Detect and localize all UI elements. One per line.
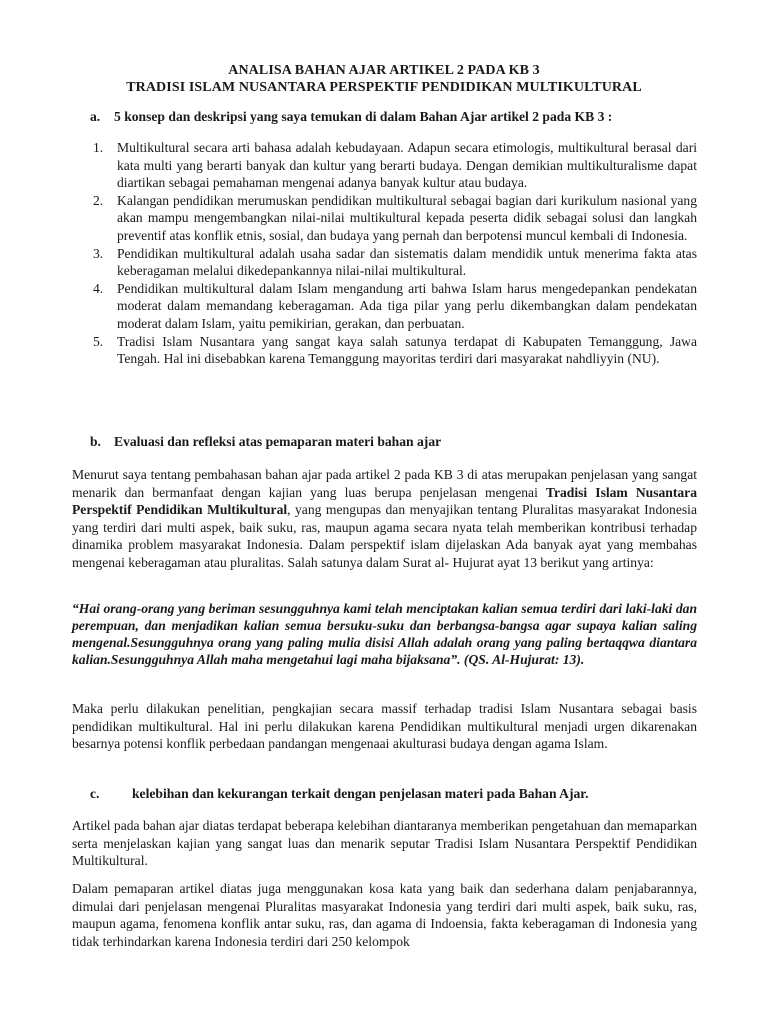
list-item-text: Pendidikan multikultural adalah usaha sadar dan sistematis dalam mendidik untuk menerima fakta atas keberagaman melalui dikedepankannya nilai-nilai multikultural. [117,245,697,279]
list-item-text: Tradisi Islam Nusantara yang sangat kaya salah satunya terdapat di Kabupaten Temanggung, Jawa Tengah. Hal ini disebabkan karena Temanggung mayoritas terdiri dari masyarakat nahdliyyin (NU). [117,333,697,367]
section-b-heading [90,433,441,451]
list-item-text: Multikultural secara arti bahasa adalah kebudayaan. Adapun secara etimologis, multikultural berasal dari kata multi yang berarti banyak dan kultur yang berarti budaya. Dengan demikian multikulturalisme dapat diartikan sebagai pemahaman mengenai adanya banyak kultur atau budaya. [117,140,697,191]
quran-quote: “Hai orang-orang yang beriman sesungguhnya kami telah menciptakan kalian semua terdiri dari laki-laki dan perempuan, dan menjadikan kalian semua bersuku-suku dan berbangsa-bangsa agar supaya kalian saling mengenal.Sesungguhnya orang yang paling mulia disisi Allah adalah orang yang paling bertaqqwa diantara kalian.Sesungguhnya Allah maha mengetahui lagi maha bijaksana”. (QS. Al-Hujurat: 13). [72,601,697,667]
section-a-heading-text: 5 konsep dan deskripsi yang saya temukan di dalam Bahan Ajar artikel 2 pada KB 3 : [114,109,613,124]
section-b-marker: b. [90,434,101,449]
section-c-paragraph-1: Artikel pada bahan ajar diatas terdapat beberapa kelebihan diantaranya memberikan pengetahuan dan memaparkan serta menjelaskan kajian yang sangat luas dan menarik seputar Tradisi Islam Nusantara Perspektif Pendidikan Multikultural. [72,818,698,869]
list-item-number: 2. [93,192,104,208]
section-b-paragraph-1-start: Menurut saya tentang pembahasan bahan ajar pada artikel 2 pada KB 3 di atas merupakan penjelasan yang sangat menarik dan bermanfaat dengan kajian yang luas berupa penjelasan mengenai [72,467,697,500]
list-item [93,333,697,368]
section-b-paragraph-2: Maka perlu dilakukan penelitian, pengkajian secara massif terhadap tradisi Islam Nusantara sebagai basis pendidikan multikultural. Hal ini perlu dilakukan karena Pendidikan multikultural menjadi urgen dikarenakan besarnya potensi konflik perbedaan pandangan mengenaai akulturasi budaya dengan agama Islam. [72,701,697,752]
section-b-paragraph-1-end: , yang mengupas dan menyajikan tentang Pluralitas masyarakat Indonesia yang terdiri dari multi aspek, baik suku, ras, maupun agama secara nyata telah memberikan kontribusi terhadap dinamika problem masyarakat Indonesia. Dalam perspektif islam dijelaskan Ada banyak ayat yang membahas mengenai keberagaman atau pluralitas. Salah satunya dalam Surat al- Hujurat ayat 13 berikut yang artinya: [72,502,697,570]
list-item-text: Pendidikan multikultural dalam Islam mengandung arti bahwa Islam harus mengedepankan pendekatan moderat dalam memandang keberagaman. Ada tiga pilar yang perlu dikembangkan dalam pendekatan moderat dalam Islam, yaitu pemikirian, gerakan, dan perbuatan. [117,280,697,331]
list-item [93,245,697,280]
section-a-marker: a. [90,109,101,124]
section-b-heading-text: Evaluasi dan refleksi atas pemaparan materi bahan ajar [114,434,442,449]
list-item-text: Kalangan pendidikan merumuskan pendidikan multikultural sebagai bagian dari kurikulum nasional yang akan mampu mengembangkan nilai-nilai multikultural kepada peserta didik sebagai solusi dan langkah preventif atas konflik etnis, sosial, dan budaya yang pernah dan berpotensi muncul kembali di Indonesia. [117,192,697,243]
section-c-heading-text: kelebihan dan kekurangan terkait dengan penjelasan materi pada Bahan Ajar. [132,786,589,801]
list-item-number: 3. [93,245,104,261]
section-c-heading [90,785,588,803]
list-item [93,280,697,333]
list-item [93,139,697,192]
section-c-marker: c. [90,786,100,801]
section-a-heading [90,108,612,126]
list-item-number: 1. [93,140,104,155]
document-title-line-2: TRADISI ISLAM NUSANTARA PERSPEKTIF PENDIDIKAN MULTIKULTURAL [126,80,642,95]
concept-list [93,139,697,368]
section-b-paragraph-1 [72,466,697,572]
list-item-number: 4. [93,280,104,296]
list-item [93,192,697,245]
list-item-number: 5. [93,333,104,349]
section-c-paragraph-2: Dalam pemaparan artikel diatas juga menggunakan kosa kata yang baik dan sederhana dalam penjabarannya, dimulai dari penjelasan mengenai Pluralitas masyarakat Indonesia yang terdiri dari multi aspek, baik suku, ras, maupun agama, fenomena konflik antar suku, ras, dan agama di Indoensia, fakta keberagaman di Indonesia yang tidak terhindarkan karena Indonesia terdiri dari 250 kelompok [72,881,697,949]
article-title-emphasis: Tradisi Islam Nusantara Perspektif Pendidikan Multikultural [72,484,697,518]
document-title-line-1: ANALISA BAHAN AJAR ARTIKEL 2 PADA KB 3 [228,63,540,78]
